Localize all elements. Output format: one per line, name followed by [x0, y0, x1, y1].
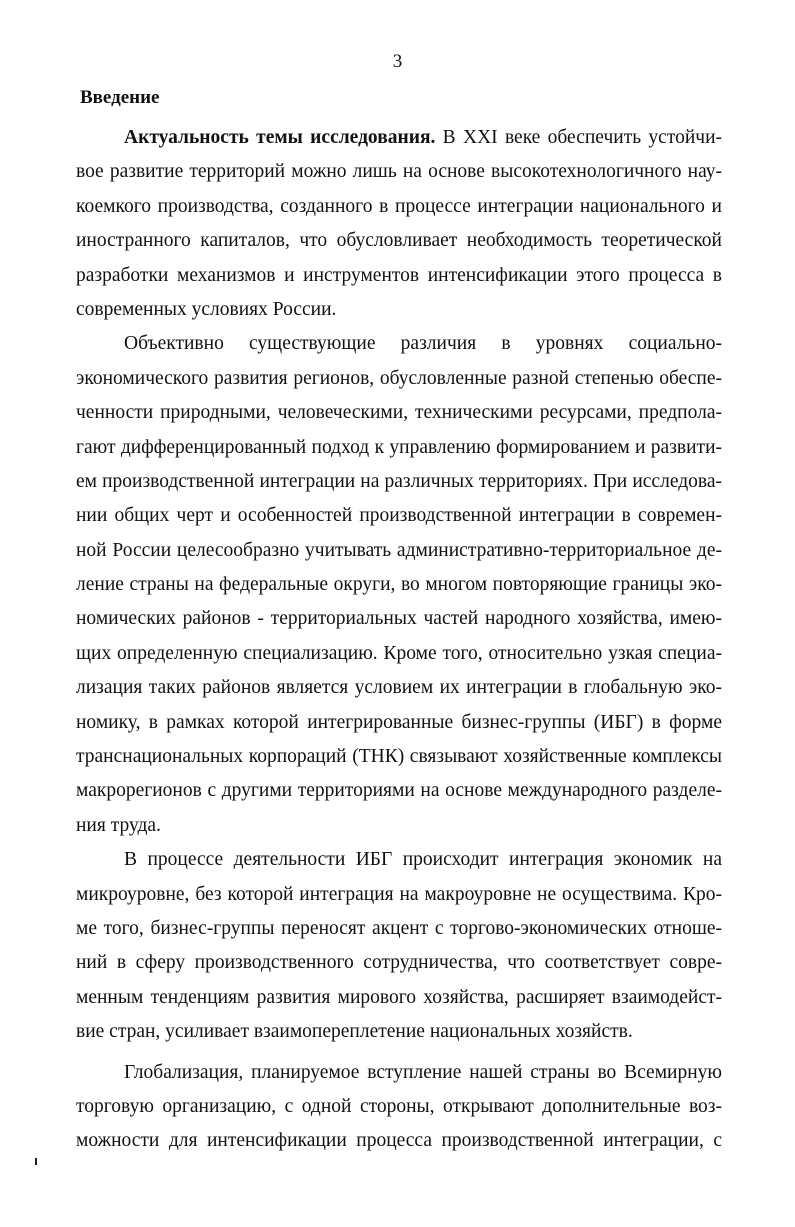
paragraph-lead: Актуальность темы исследования.: [124, 127, 436, 148]
paragraph-1-line: иностранного капиталов, что обусловливает необходимость теоретической: [76, 230, 722, 252]
paragraph-1-line: современных условиях России.: [76, 298, 337, 320]
paragraph-3-line: В процессе деятельности ИБГ происходит интеграция экономик на: [124, 849, 722, 871]
paragraph-2-line: нии общих черт и особенностей производственной интеграции в современ-: [76, 505, 722, 527]
paragraph-2-line: ление страны на федеральные округи, во многом повторяющие границы эко-: [76, 574, 722, 596]
paragraph-2-line: ной России целесообразно учитывать административно-территориальное де-: [76, 539, 722, 561]
paragraph-2-line: ем производственной интеграции на различных территориях. При исследова-: [76, 470, 722, 492]
paragraph-2-line: транснациональных корпораций (ТНК) связывают хозяйственные комплексы: [76, 746, 722, 768]
paragraph-2-line: номику, в рамках которой интегрированные бизнес-группы (ИБГ) в форме: [76, 711, 722, 733]
paragraph-1-line: вое развитие территорий можно лишь на основе высокотехнологичного нау-: [76, 161, 722, 183]
page-number: 3: [392, 51, 403, 72]
paragraph-3-line: ний в сферу производственного сотрудничества, что соответствует совре-: [76, 952, 722, 974]
paragraph-2-line: номических районов - территориальных частей народного хозяйства, имею-: [76, 608, 722, 630]
paragraph-1-line: коемкого производства, созданного в процессе интеграции национального и: [76, 195, 722, 217]
paragraph-2-line: Объективно существующие различия в уровнях социально-: [124, 333, 722, 355]
paragraph-2-line: щих определенную специализацию. Кроме того, относительно узкая специа-: [76, 642, 722, 664]
paragraph-4-line: Глобализация, планируемое вступление нашей страны во Всемирную: [124, 1061, 722, 1083]
section-heading: Введение: [80, 87, 160, 108]
paragraph-2-line: лизация таких районов является условием их интеграции в глобальную эко-: [76, 677, 722, 699]
paragraph-3-line: микроуровне, без которой интеграция на макроуровне не осуществима. Кро-: [76, 883, 722, 905]
paragraph-3-line: вие стран, усиливает взаимопереплетение национальных хозяйств.: [76, 1021, 633, 1043]
paragraph-1-line: разработки механизмов и инструментов интенсификации этого процесса в: [76, 264, 722, 286]
paragraph-3-line: менным тенденциям развития мирового хозяйства, расширяет взаимодейст-: [76, 986, 722, 1008]
paragraph-2-line: ния труда.: [76, 814, 161, 836]
paragraph-2-line: макрорегионов с другими территориями на основе международного разделе-: [76, 780, 722, 802]
paragraph-2-line: ченности природными, человеческими, техническими ресурсами, предпола-: [76, 402, 722, 424]
paragraph-2-line: экономического развития регионов, обусловленные разной степенью обеспе-: [76, 367, 722, 389]
paragraph-4-line: торговую организацию, с одной стороны, открывают дополнительные воз-: [76, 1095, 722, 1117]
paragraph-1-line-1: Актуальность темы исследования. В XXI веке обеспечить устойчи-: [124, 127, 722, 148]
paragraph-2-line: гают дифференцированный подход к управлению формированием и развити-: [76, 436, 722, 458]
margin-mark: [35, 1158, 37, 1165]
paragraph-3-line: ме того, бизнес-группы переносят акцент с торгово-экономических отноше-: [76, 917, 722, 939]
paragraph-4-line: можности для интенсификации процесса производственной интеграции, с: [76, 1130, 722, 1152]
body-text: [76, 121, 722, 1159]
